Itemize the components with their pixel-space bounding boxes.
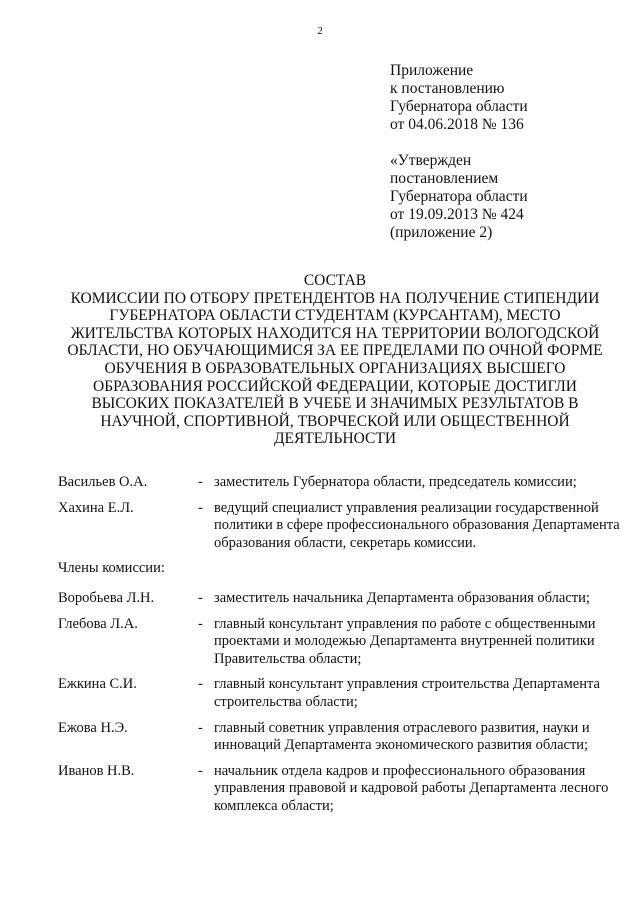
- member-dash: -: [198, 615, 203, 632]
- member-row: [58, 763, 628, 816]
- appendix-line: Губернатора области: [390, 98, 528, 115]
- document-title: [40, 272, 630, 448]
- member-name: Иванов Н.В.: [58, 762, 135, 779]
- title-line: ОБУЧЕНИЯ В ОБРАЗОВАТЕЛЬНЫХ ОРГАНИЗАЦИЯХ ВЫСШЕГО: [104, 359, 566, 377]
- member-role: главный консультант управления строительства Департамента строительства области;: [214, 676, 600, 710]
- member-dash: -: [198, 762, 203, 779]
- title-line: ЖИТЕЛЬСТВА КОТОРЫХ НАХОДИТСЯ НА ТЕРРИТОРИИ ВОЛОГОДСКОЙ: [70, 324, 600, 342]
- member-role: начальник отдела кадров и профессионального образования управления правовой и кадровой работы Департамента лесного комплекса области;: [214, 762, 609, 814]
- member-dash: -: [198, 589, 203, 606]
- member-role: заместитель Губернатора области, председатель комиссии;: [214, 474, 577, 490]
- member-name: Хахина Е.Л.: [58, 499, 134, 516]
- title-heading: СОСТАВ: [303, 272, 367, 289]
- member-row: [58, 616, 628, 669]
- approved-line: «Утвержден: [390, 152, 472, 169]
- member-row: [58, 720, 628, 755]
- approved-line: (приложение 2): [390, 224, 493, 241]
- approved-line: постановлением: [390, 170, 499, 187]
- approved-line: от 19.09.2013 № 424: [390, 206, 524, 223]
- member-dash: -: [198, 676, 203, 693]
- commission-list: [58, 474, 628, 824]
- member-row: [58, 474, 628, 492]
- approved-reference: [390, 152, 620, 242]
- members-heading: Члены комиссии:: [58, 560, 165, 577]
- member-role: главный советник управления отраслевого развития, науки и инноваций Департамента экономического развития области;: [214, 719, 590, 754]
- member-name: Воробьева Л.Н.: [58, 589, 155, 606]
- member-role: главный консультант управления по работе с общественными проектами и молодежью Департамента внутренней политики Правительства области;: [214, 615, 596, 667]
- member-row: [58, 676, 628, 711]
- title-line: ОБЛАСТИ, НО ОБУЧАЮЩИМИСЯ ЗА ЕЕ ПРЕДЕЛАМИ ПО ОЧНОЙ ФОРМЕ: [67, 342, 603, 360]
- page-number: 2: [317, 25, 323, 37]
- title-line: ОБРАЗОВАНИЯ РОССИЙСКОЙ ФЕДЕРАЦИИ, КОТОРЫЕ ДОСТИГЛИ: [93, 377, 577, 395]
- member-row: [58, 500, 628, 553]
- appendix-line: к постановлению: [390, 80, 505, 97]
- title-line: ВЫСОКИХ ПОКАЗАТЕЛЕЙ В УЧЕБЕ И ЗНАЧИМЫХ РЕЗУЛЬТАТОВ В: [91, 395, 579, 413]
- member-dash: -: [198, 719, 203, 736]
- member-role: заместитель начальника Департамента образования области;: [214, 589, 590, 606]
- member-row: [58, 590, 628, 608]
- member-name: Ежова Н.Э.: [58, 719, 128, 736]
- title-line: ДЕЯТЕЛЬНОСТИ: [273, 430, 397, 448]
- title-line: НАУЧНОЙ, СПОРТИВНОЙ, ТВОРЧЕСКОЙ ИЛИ ОБЩЕСТВЕННОЙ: [100, 412, 570, 430]
- appendix-reference: [390, 62, 620, 134]
- title-line: КОМИССИИ ПО ОТБОРУ ПРЕТЕНДЕНТОВ НА ПОЛУЧЕНИЕ СТИПЕНДИИ: [70, 289, 600, 307]
- member-name: Глебова Л.А.: [58, 615, 138, 632]
- title-line: ГУБЕРНАТОРА ОБЛАСТИ СТУДЕНТАМ (КУРСАНТАМ), МЕСТО: [109, 307, 561, 325]
- appendix-line: Приложение: [390, 62, 474, 79]
- approved-line: Губернатора области: [390, 188, 528, 205]
- member-dash: -: [198, 474, 203, 490]
- member-role: ведущий специалист управления реализации государственной политики в сфере профессионального образования Департамента образования области, секретарь комиссии.: [214, 499, 620, 551]
- appendix-line: от 04.06.2018 № 136: [390, 116, 524, 133]
- member-name: Ежкина С.И.: [58, 676, 137, 693]
- member-name: Васильев О.А.: [58, 474, 148, 490]
- member-dash: -: [198, 499, 203, 516]
